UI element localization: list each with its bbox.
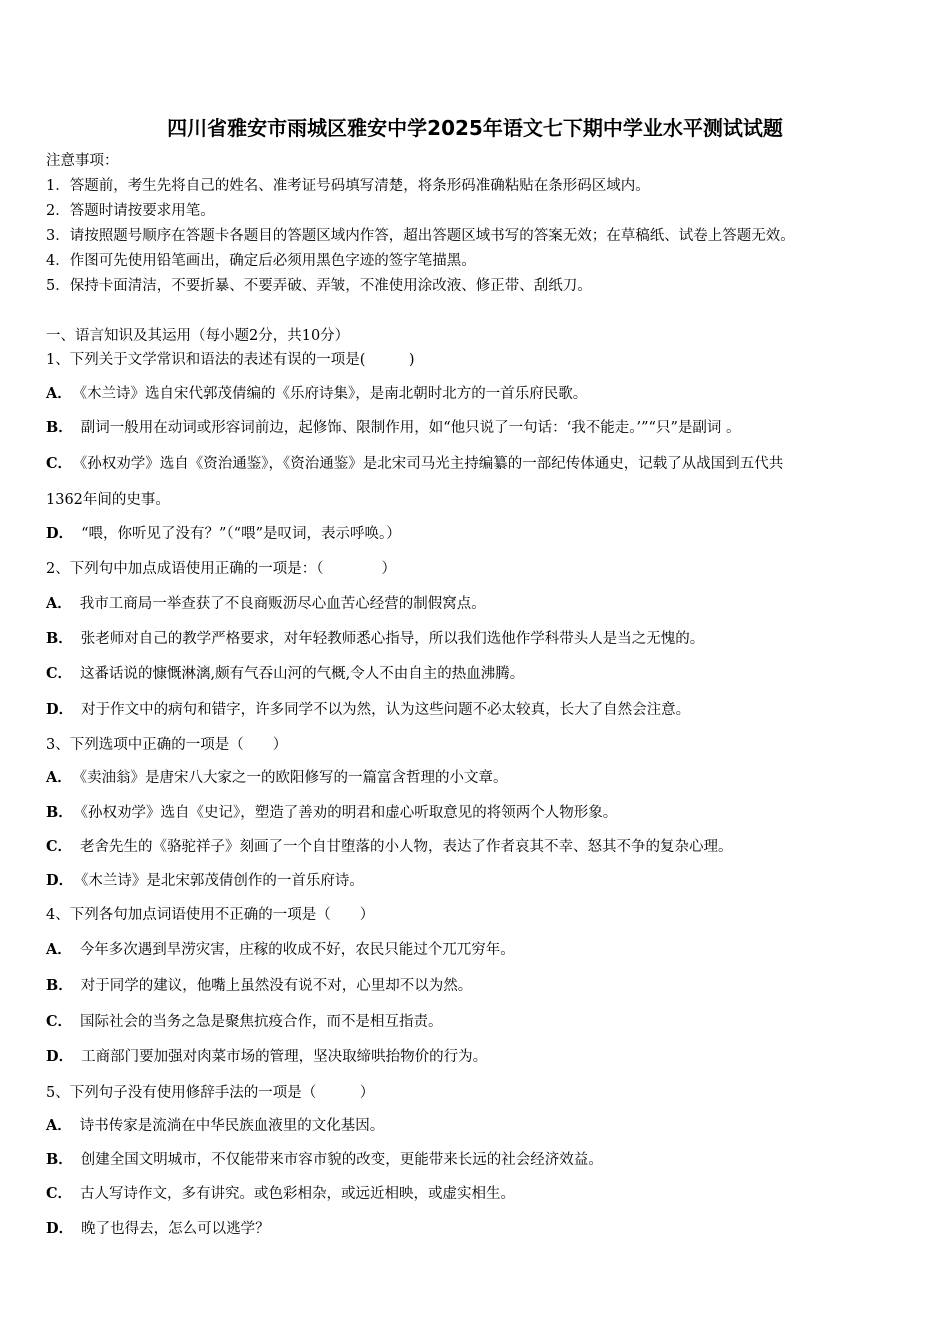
option-label: C． <box>46 665 73 682</box>
question-stem: 2、下列句中加点成语使用正确的一项是：（ ） <box>46 561 396 577</box>
option-text: 《木兰诗》是北宋郭茂倩创作的一首乐府诗。 <box>81 873 364 889</box>
option-label: B． <box>46 1151 73 1168</box>
option-d <box>46 524 910 544</box>
option-c-continued: 1362年间的史事。 <box>46 492 170 508</box>
option-label: B． <box>46 419 73 436</box>
page-title: 四川省雅安市雨城区雅安中学2025年语文七下期中学业水平测试试题 <box>167 116 783 140</box>
option-label: B． <box>46 804 73 821</box>
question-stem: 1、下列关于文学常识和语法的表述有误的一项是( ) <box>46 352 415 368</box>
option-label: B． <box>46 977 73 994</box>
notice-item: 3．请按照题号顺序在答题卡各题目的答题区域内作答，超出答题区域书写的答案无效；在草稿纸、试卷上答题无效。 <box>46 228 795 244</box>
question-stem: 3、下列选项中正确的一项是（ ） <box>46 737 288 753</box>
question-stem: 4、下列各句加点词语使用不正确的一项是（ ） <box>46 907 375 923</box>
notice-item: 1．答题前，考生先将自己的姓名、准考证号码填写清楚，将条形码准确粘贴在条形码区域内。 <box>46 178 650 194</box>
option-a <box>46 384 910 404</box>
option-text: 《卖油翁》是唐宋八大家之一的欧阳修写的一篇富含哲理的小文章。 <box>79 770 508 786</box>
option-label: A． <box>46 1117 72 1134</box>
option-d <box>46 700 910 720</box>
option-b <box>46 803 910 823</box>
option-label: A． <box>46 769 72 786</box>
question-stem: 5、下列句子没有使用修辞手法的一项是（ ） <box>46 1085 375 1101</box>
notice-item: 5．保持卡面清洁，不要折暴、不要弄破、弄皱，不准使用涂改液、修正带、刮纸刀。 <box>46 278 592 294</box>
option-text: 《木兰诗》选自宋代郭茂倩编的《乐府诗集》，是南北朝时北方的一首乐府民歌。 <box>79 386 588 402</box>
notice-item: 4．作图可先使用铅笔画出，确定后必须用黑色字迹的签字笔描黑。 <box>46 253 476 269</box>
option-text: 《孙权劝学》选自《资治通鉴》，《资治通鉴》是北宋司马光主持编纂的一部纪传体通史，记载了从战国到五代共 <box>80 456 784 472</box>
option-b <box>46 976 910 996</box>
option-text: 诗书传家是流淌在中华民族血液里的文化基因。 <box>79 1118 385 1134</box>
option-text: 晚了也得去，怎么可以逃学？ <box>81 1221 270 1237</box>
option-text: 创建全国文明城市，不仅能带来市容市貌的改变，更能带来长远的社会经济效益。 <box>80 1152 603 1168</box>
option-label: A． <box>46 941 72 958</box>
option-text: 这番话说的慷慨淋漓,颇有气吞山河的气概,令人不由自主的热血沸腾。 <box>80 666 525 682</box>
option-text: 副词一般用在动词或形容词前边，起修饰、限制作用，如“他只说了一句话：‘我不能走。’”“只”是副词 。 <box>80 420 741 436</box>
option-text: 对于同学的建议，他嘴上虽然没有说不对，心里却不以为然。 <box>80 978 473 994</box>
option-text: 国际社会的当务之急是聚焦抗疫合作，而不是相互指责。 <box>80 1014 443 1030</box>
option-label: D． <box>46 525 74 542</box>
option-c <box>46 454 910 474</box>
option-label: D． <box>46 872 74 889</box>
option-text: 对于作文中的病句和错字，许多同学不以为然，认为这些问题不必太较真，长大了自然会注意。 <box>81 702 691 718</box>
notice-item: 2．答题时请按要求用笔。 <box>46 203 215 219</box>
notice-header: 注意事项： <box>46 153 119 169</box>
option-label: D． <box>46 1220 74 1237</box>
option-b <box>46 629 910 649</box>
option-text: 《孙权劝学》选自《史记》，塑造了善劝的明君和虚心听取意见的将领两个人物形象。 <box>80 805 618 821</box>
option-a <box>46 594 910 614</box>
option-text: “喂，你听见了没有？”（“喂”是叹词，表示呼唤。） <box>81 526 401 542</box>
option-d <box>46 871 910 891</box>
option-label: D． <box>46 701 74 718</box>
option-a <box>46 1116 910 1136</box>
option-d <box>46 1219 910 1239</box>
option-text: 工商部门要加强对肉菜市场的管理，坚决取缔哄抬物价的行为。 <box>81 1049 488 1065</box>
option-c <box>46 664 910 684</box>
option-label: C． <box>46 455 73 472</box>
option-b <box>46 418 910 438</box>
option-c <box>46 837 910 857</box>
option-text: 今年多次遇到旱涝灾害，庄稼的收成不好，农民只能过个兀兀穷年。 <box>79 942 515 958</box>
option-label: A． <box>46 595 72 612</box>
option-label: C． <box>46 1185 73 1202</box>
option-c <box>46 1012 910 1032</box>
option-label: C． <box>46 1013 73 1030</box>
option-label: C． <box>46 838 73 855</box>
option-label: D． <box>46 1048 74 1065</box>
option-d <box>46 1047 910 1067</box>
option-text: 我市工商局一举查获了不良商贩沥尽心血苦心经营的制假窝点。 <box>79 596 486 612</box>
option-label: B． <box>46 630 73 647</box>
option-b <box>46 1150 910 1170</box>
option-label: A． <box>46 385 72 402</box>
option-text: 古人写诗作文，多有讲究。或色彩相杂，或远近相映，或虚实相生。 <box>80 1186 516 1202</box>
section-header: 一、语言知识及其运用（每小题2分，共10分） <box>46 328 350 344</box>
option-a <box>46 940 910 960</box>
option-a <box>46 768 910 788</box>
option-c <box>46 1184 910 1204</box>
option-text: 老舍先生的《骆驼祥子》刻画了一个自甘堕落的小人物，表达了作者哀其不幸、怒其不争的复杂心理。 <box>80 839 733 855</box>
option-text: 张老师对自己的教学严格要求，对年轻教师悉心指导，所以我们选他作学科带头人是当之无愧的。 <box>80 631 705 647</box>
